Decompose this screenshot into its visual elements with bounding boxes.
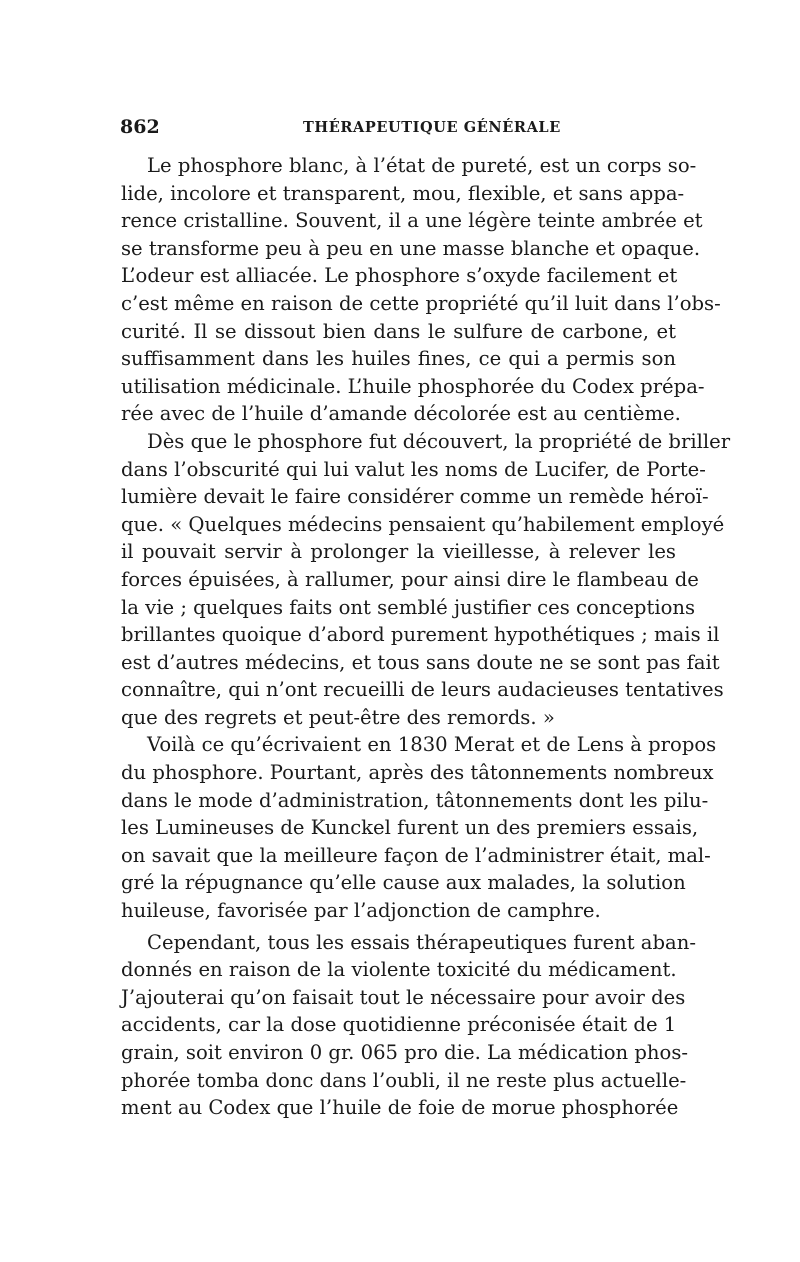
text-line: lide, incolore et transparent, mou, flexible, et sans appa-: [121, 181, 685, 205]
paragraph: [121, 428, 731, 732]
text-line: rence cristalline. Souvent, il a une légère teinte ambrée et: [121, 209, 703, 233]
text-line: J’ajouterai qu’on faisait tout le nécessaire pour avoir des: [121, 985, 686, 1009]
text-line: que des regrets et peut-être des remords. »: [121, 705, 555, 729]
text-line: dans l’obscurité qui lui valut les noms de Lucifer, de Porte-: [121, 457, 706, 481]
text-line: est d’autres médecins, et tous sans doute ne se sont pas fait: [121, 650, 720, 674]
text-line: donnés en raison de la violente toxicité du médicament.: [121, 958, 677, 982]
text-line: suffisamment dans les huiles fines, ce qui a permis son: [121, 347, 676, 371]
paragraph: [121, 152, 721, 428]
text-line: Voilà ce qu’écrivaient en 1830 Merat et de Lens à propos: [147, 733, 717, 757]
text-line: L’odeur est alliacée. Le phosphore s’oxyde facilement et: [121, 264, 678, 288]
text-line: la vie ; quelques faits ont semblé justifier ces conceptions: [121, 595, 696, 619]
text-line: on savait que la meilleure façon de l’administrer était, mal-: [121, 843, 711, 867]
text-line: Le phosphore blanc, à l’état de pureté, est un corps so-: [147, 154, 697, 177]
text-line: gré la répugnance qu’elle cause aux malades, la solution: [121, 871, 686, 895]
body-text: [121, 152, 731, 1122]
text-line: phorée tomba donc dans l’oubli, il ne reste plus actuelle-: [121, 1068, 687, 1092]
text-line: les Lumineuses de Kunckel furent un des premiers essais,: [121, 816, 699, 840]
text-line: dans le mode d’administration, tâtonnements dont les pilu-: [121, 788, 709, 812]
page-header: [120, 116, 676, 140]
text-line: connaître, qui n’ont recueilli de leurs audacieuses tentatives: [121, 678, 724, 702]
text-line: utilisation médicinale. L’huile phosphorée du Codex prépa-: [121, 374, 705, 398]
text-line: huileuse, favorisée par l’adjonction de camphre.: [121, 899, 601, 923]
paragraph: [121, 731, 717, 924]
text-line: lumière devait le faire considérer comme un remède héroï-: [121, 485, 709, 509]
text-line: brillantes quoique d’abord purement hypothétiques ; mais il: [121, 623, 720, 647]
text-line: rée avec de l’huile d’amande décolorée est au centième.: [121, 402, 681, 426]
text-line: accidents, car la dose quotidienne préconisée était de 1: [121, 1013, 677, 1037]
text-line: que. « Quelques médecins pensaient qu’habilement employé: [121, 512, 725, 536]
text-line: Cependant, tous les essais thérapeutiques furent aban-: [147, 930, 696, 954]
paragraph: [121, 929, 696, 1122]
running-title: THÉRAPEUTIQUE GÉNÉRALE: [303, 119, 561, 136]
text-line: du phosphore. Pourtant, après des tâtonnements nombreux: [121, 761, 714, 785]
text-line: Dès que le phosphore fut découvert, la propriété de briller: [147, 429, 731, 453]
text-line: il pouvait servir à prolonger la vieillesse, à relever les: [121, 540, 676, 564]
text-line: se transforme peu à peu en une masse blanche et opaque.: [121, 236, 701, 260]
page-number: 862: [120, 116, 160, 138]
text-line: c’est même en raison de cette propriété qu’il luit dans l’obs-: [121, 291, 721, 315]
text-line: forces épuisées, à rallumer, pour ainsi dire le flambeau de: [121, 567, 699, 591]
text-line: grain, soit environ 0 gr. 065 pro die. La médication phos-: [121, 1041, 689, 1064]
text-line: ment au Codex que l’huile de foie de morue phosphorée: [121, 1096, 679, 1120]
text-line: curité. Il se dissout bien dans le sulfure de carbone, et: [121, 319, 676, 343]
